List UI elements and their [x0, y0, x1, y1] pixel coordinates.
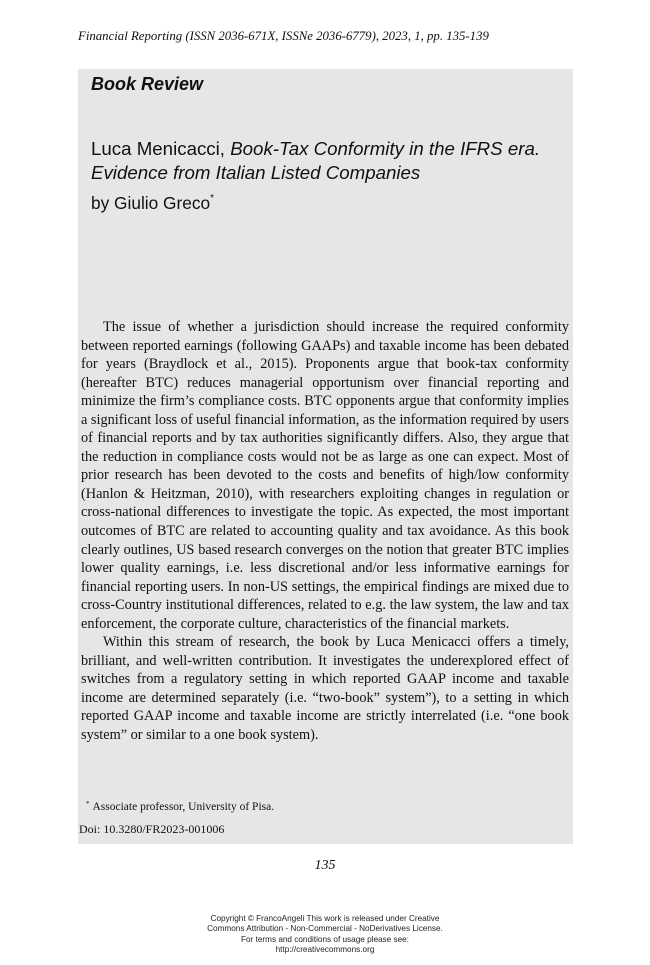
- article-title: [91, 137, 569, 185]
- license-link[interactable]: http://creativecommons.org: [275, 945, 375, 955]
- license-line: Copyright © FrancoAngeli This work is released under Creative: [210, 914, 440, 923]
- reviewed-author: Luca Menicacci,: [91, 138, 231, 159]
- footnote-marker: *: [210, 193, 215, 204]
- book-title-line-1: Book-Tax Conformity in the IFRS era.: [230, 138, 541, 159]
- paragraph-1: The issue of whether a jurisdiction should increase the required conformity between reported earnings (following GAAPs) and taxable income has been debated for years (Braydlock et al., 2015). Proponents argue that book-tax conformity (hereafter BTC) reduces managerial opportunism over financial reporting and minimize the firm’s compliance costs. BTC opponents argue that conformity implies a significant loss of useful financial information, as the information required by users of financial reports and by tax authorities significantly differs. Also, they argue that the reduction in compliance costs would not be as large as one can expect. Most of prior research has been devoted to the costs and benefits of high/low conformity (Hanlon & Heitzman, 2010), with researchers exploiting changes in regulation or cross-national differences to investigate the topic. As expected, the most important outcomes of BTC are related to accounting quality and tax avoidance. As this book clearly outlines, US based research converges on the notion that greater BTC implies lower quality earnings, i.e. less discretional and/or less informative earnings for financial reporting users. In non-US settings, the empirical findings are mixed due to cross-Country institutional differences, related to e.g. the law system, the law and tax enforcement, the corporate culture, characteristics of the financial markets.: [81, 319, 569, 632]
- page-number: 135: [314, 858, 336, 873]
- footnote: [86, 800, 274, 813]
- doi-line: Doi: 10.3280/FR2023-001006: [79, 822, 225, 836]
- journal-header: Financial Reporting (ISSN 2036-671X, ISSNe 2036-6779), 2023, 1, pp. 135-139: [78, 29, 489, 43]
- section-label: Book Review: [91, 74, 204, 94]
- footnote-mark: *: [86, 800, 90, 808]
- book-title-line-2: Evidence from Italian Listed Companies: [91, 162, 421, 183]
- footnote-text: Associate professor, University of Pisa.: [92, 801, 275, 813]
- byline: [91, 193, 214, 214]
- license-notice: [160, 914, 490, 956]
- body-text: [81, 318, 569, 745]
- paragraph-2: Within this stream of research, the book by Luca Menicacci offers a timely, brilliant, and well-written contribution. It investigates the underexplored effect of switches from a regulatory setting in which reported GAAP income and taxable income are determined separately (i.e. “two-book” system”), to a setting in which reported GAAP income and taxable income are strictly interrelated (i.e. “one book system” or similar to a one book system).: [81, 634, 569, 744]
- reviewer-name: by Giulio Greco: [91, 193, 211, 213]
- license-line: For terms and conditions of usage please see:: [241, 934, 409, 944]
- license-line: Commons Attribution - Non-Commercial - NoDerivatives License.: [207, 924, 443, 934]
